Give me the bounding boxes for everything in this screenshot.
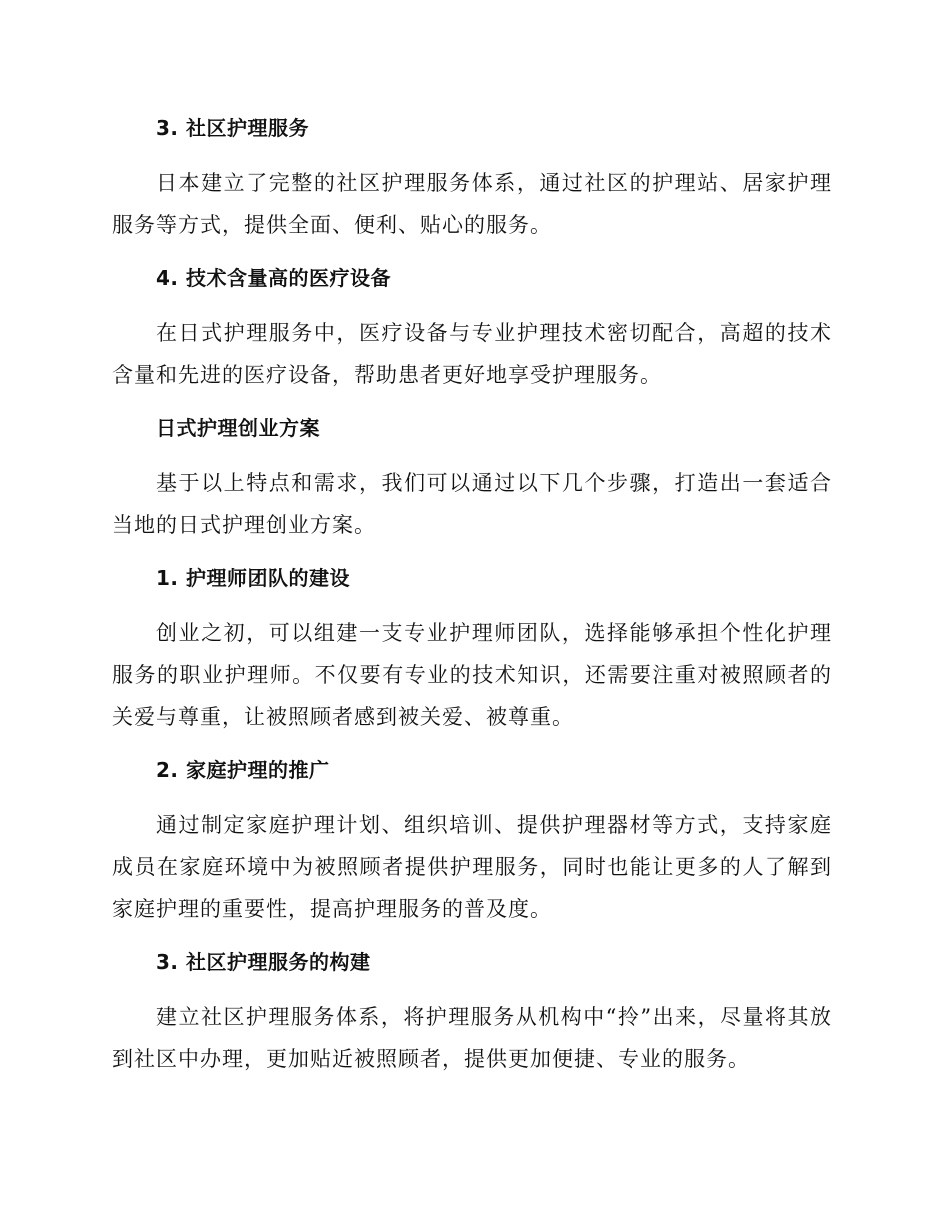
paragraph-medical-equipment: 在日式护理服务中，医疗设备与专业护理技术密切配合，高超的技术含量和先进的医疗设备，帮助患者更好地享受护理服务。 (112, 321, 832, 387)
section-heading-community-care: 3. 社区护理服务 (156, 116, 309, 140)
paragraph-home-care: 通过制定家庭护理计划、组织培训、提供护理器材等方式，支持家庭成员在家庭环境中为被照顾者提供护理服务，同时也能让更多的人了解到家庭护理的重要性，提高护理服务的普及度。 (112, 813, 832, 921)
section-heading-team-building: 1. 护理师团队的建设 (156, 566, 350, 590)
paragraph-team-building: 创业之初，可以组建一支专业护理师团队，选择能够承担个性化护理服务的职业护理师。不仅要有专业的技术知识，还需要注重对被照顾者的关爱与尊重，让被照顾者感到被关爱、被尊重。 (112, 621, 832, 729)
paragraph-community-care: 日本建立了完整的社区护理服务体系，通过社区的护理站、居家护理服务等方式，提供全面、便利、贴心的服务。 (112, 171, 832, 237)
section-heading-medical-equipment: 4. 技术含量高的医疗设备 (156, 266, 391, 290)
paragraph-community-service-build: 建立社区护理服务体系，将护理服务从机构中“拎”出来，尽量将其放到社区中办理，更加贴近被照顾者，提供更加便捷、专业的服务。 (112, 1005, 832, 1071)
section-heading-startup-plan: 日式护理创业方案 (156, 416, 320, 440)
paragraph-startup-plan: 基于以上特点和需求，我们可以通过以下几个步骤，打造出一套适合当地的日式护理创业方案。 (112, 471, 832, 537)
section-heading-community-service-build: 3. 社区护理服务的构建 (156, 950, 371, 974)
section-heading-home-care: 2. 家庭护理的推广 (156, 758, 330, 782)
